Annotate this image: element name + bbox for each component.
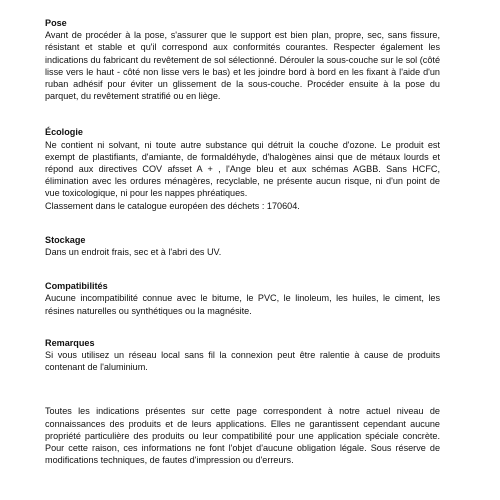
section-text: Dans un endroit frais, sec et à l'abri des UV.: [45, 247, 222, 258]
section-extra-text: Classement dans le catalogue européen des déchets : 170604.: [45, 200, 300, 211]
spacer: [45, 317, 440, 337]
section-text: Avant de procéder à la pose, s'assurer que le support est bien plan, propre, sec, sans fissure, résistant et stable et qu'il correspond aux conformités courantes. Respecter également les indications du fabricant du revêtement de sol sélectionné. Dérouler la sous-couche sur le sol (côté lisse vers le haut - côté non lisse vers le bas) et les joindre bord à bord en les fixant à l'aide d'un ruban adhésif pour éviter un glissement de la sous-couche. Procéder ensuite à la pose du parquet, du revêtement stratifié ou en liège.: [45, 30, 440, 102]
disclaimer-text: Toutes les indications présentes sur cette page correspondent à notre actuel niveau de connaissances des produits et de leurs applications. Elles ne garantissent cependant aucune propriété particulière des produits ou leur compatibilité pour une application spéciale concrète. Pour cette raison, ces informations ne font l'objet d'aucune obligation légale. Sous réserve de modifications techniques, de fautes d'impression ou d'erreurs.: [45, 406, 440, 466]
section-text: Si vous utilisez un réseau local sans fil la connexion peut être ralentie à cause de produits contenant de l'aluminium.: [45, 350, 440, 373]
section-text: Aucune incompatibilité connue avec le bitume, le PVC, le linoleum, les huiles, le ciment, les résines naturelles ou synthétiques ou la magnésite.: [45, 293, 440, 316]
section-stockage: [45, 234, 440, 258]
section-pose: [45, 17, 440, 102]
section-heading: Compatibilités: [45, 281, 108, 292]
section-heading: Écologie: [45, 127, 83, 138]
section-heading: Pose: [45, 18, 67, 28]
section-text: Ne contient ni solvant, ni toute autre substance qui détruit la couche d'ozone. Le produit est exempt de plastifiants, d'amiante, de formaldéhyde, d'halogènes ainsi que de métaux lourds et répond aux directives COV afsset A + , l'Ange bleu et aux schémas AGBB. Sans HCFC, élimination avec les ordures ménagères, recyclable, ne présente aucun risque, ni d'un point de vue toxicologique, ni pour les nappes phréatiques.: [45, 139, 440, 199]
footer-disclaimer: [45, 405, 440, 466]
section-ecologie: [45, 126, 440, 211]
spacer: [45, 102, 440, 126]
spacer: [45, 212, 440, 234]
section-heading: Stockage: [45, 234, 86, 245]
section-compatibilites: [45, 280, 440, 317]
section-heading: Remarques: [45, 337, 95, 348]
spacer: [45, 373, 440, 405]
spacer: [45, 258, 440, 280]
document-page: [45, 17, 440, 466]
section-remarques: [45, 337, 440, 374]
